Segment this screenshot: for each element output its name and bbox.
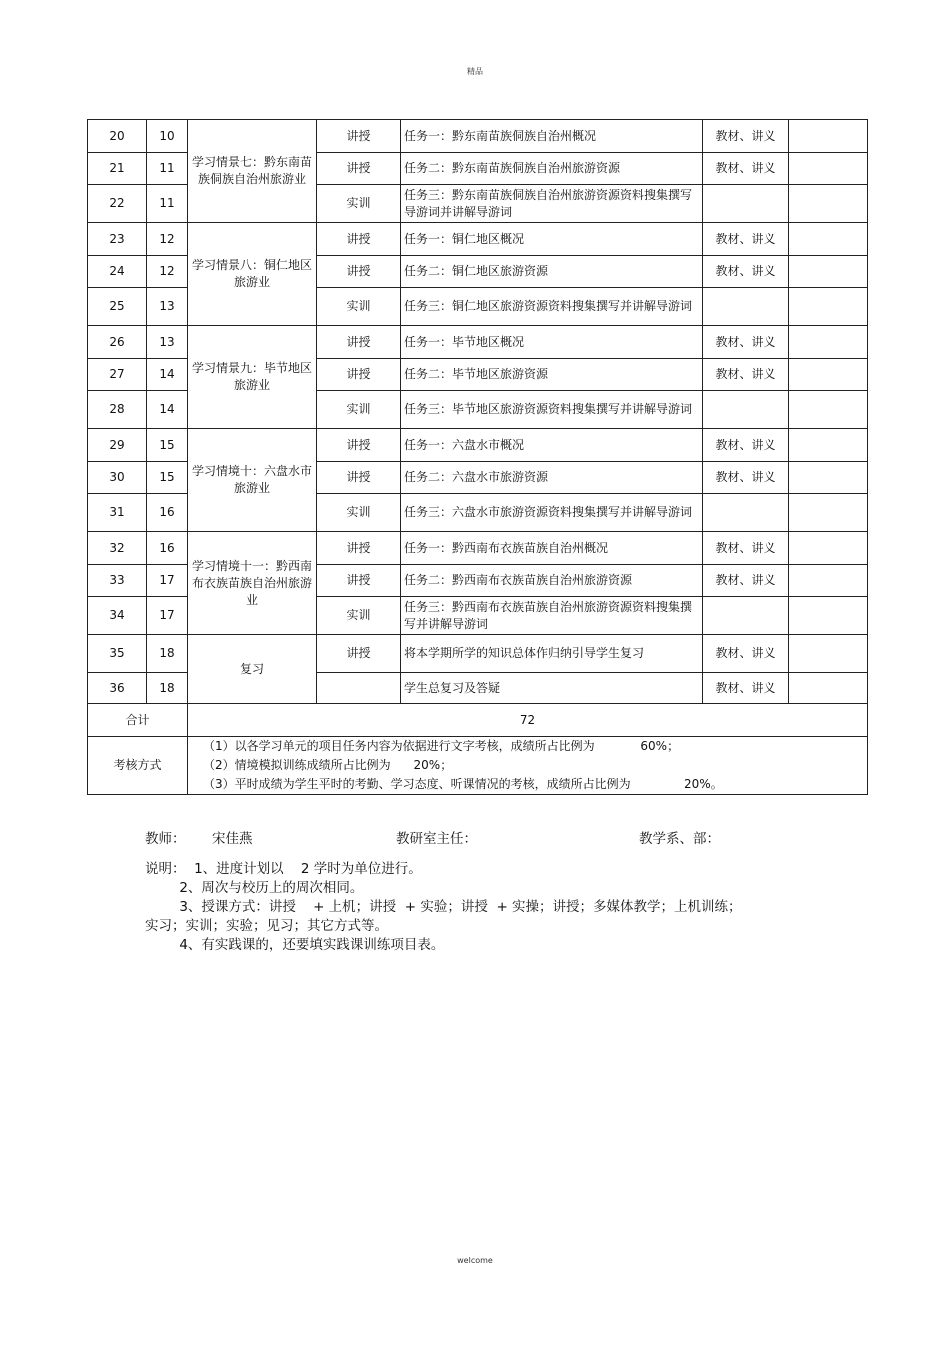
task-cell: 任务二：毕节地区旅游资源 — [401, 359, 703, 391]
session-number-cell: 22 — [88, 185, 147, 223]
task-cell: 任务一：六盘水市概况 — [401, 429, 703, 462]
learning-scene-cell: 学习情景八：铜仁地区旅游业 — [188, 223, 317, 326]
assessment-label: 考核方式 — [88, 737, 188, 795]
teaching-method-cell: 讲授 — [317, 256, 401, 288]
session-number-cell: 21 — [88, 153, 147, 185]
week-cell: 11 — [147, 153, 188, 185]
task-cell: 任务一：毕节地区概况 — [401, 326, 703, 359]
note-line: 4、有实践课的，还要填实践课训练项目表。 — [145, 937, 445, 953]
assessment-line: （3）平时成绩为学生平时的考勤、学习态度、听课情况的考核，成绩所占比例为 20%。 — [203, 777, 723, 791]
remarks-cell — [789, 635, 868, 673]
week-cell: 18 — [147, 635, 188, 673]
note-line: 说明： 1、进度计划以 2 学时为单位进行。 — [145, 861, 422, 877]
note-line: 3、授课方式：讲授 + 上机；讲授 + 实验；讲授 + 实操；讲授；多媒体教学；上机训练； — [145, 899, 742, 915]
note-line: 2、周次与校历上的周次相同。 — [145, 880, 364, 896]
teaching-method-cell: 讲授 — [317, 359, 401, 391]
teaching-method-cell — [317, 673, 401, 704]
material-cell: 教材、讲义 — [703, 120, 789, 153]
teaching-method-cell: 实训 — [317, 597, 401, 635]
remarks-cell — [789, 326, 868, 359]
week-cell: 15 — [147, 462, 188, 494]
week-cell: 12 — [147, 256, 188, 288]
task-cell: 任务三：六盘水市旅游资源资料搜集撰写并讲解导游词 — [401, 494, 703, 532]
table-row — [88, 532, 868, 565]
table-row — [88, 223, 868, 256]
task-cell: 任务三：铜仁地区旅游资源资料搜集撰写并讲解导游词 — [401, 288, 703, 326]
task-cell: 任务三：黔西南布衣族苗族自治州旅游资源资料搜集撰写并讲解导游词 — [401, 597, 703, 635]
material-cell: 教材、讲义 — [703, 153, 789, 185]
teaching-method-cell: 讲授 — [317, 153, 401, 185]
task-cell: 任务一：铜仁地区概况 — [401, 223, 703, 256]
assessment-line: （1）以各学习单元的项目任务内容为依据进行文字考核，成绩所占比例为 60%； — [203, 739, 680, 753]
remarks-cell — [789, 153, 868, 185]
week-cell: 17 — [147, 565, 188, 597]
remarks-cell — [789, 256, 868, 288]
table-row — [88, 120, 868, 153]
week-cell: 13 — [147, 288, 188, 326]
task-cell: 任务二：六盘水市旅游资源 — [401, 462, 703, 494]
remarks-cell — [789, 120, 868, 153]
teaching-method-cell: 讲授 — [317, 462, 401, 494]
remarks-cell — [789, 565, 868, 597]
remarks-cell — [789, 673, 868, 704]
session-number-cell: 34 — [88, 597, 147, 635]
teaching-method-cell: 讲授 — [317, 429, 401, 462]
week-cell: 13 — [147, 326, 188, 359]
session-number-cell: 30 — [88, 462, 147, 494]
week-cell: 12 — [147, 223, 188, 256]
material-cell: 教材、讲义 — [703, 256, 789, 288]
teaching-method-cell: 讲授 — [317, 532, 401, 565]
remarks-cell — [789, 223, 868, 256]
notes-section — [145, 860, 795, 955]
total-label: 合计 — [88, 704, 188, 737]
remarks-cell — [789, 532, 868, 565]
teacher-label: 教师： — [145, 831, 186, 847]
week-cell: 16 — [147, 532, 188, 565]
task-cell: 任务二：铜仁地区旅游资源 — [401, 256, 703, 288]
total-row — [88, 704, 868, 737]
schedule-table — [87, 119, 868, 795]
assessment-line: （2）情境模拟训练成绩所占比例为 20%； — [203, 758, 453, 772]
task-cell: 任务一：黔东南苗族侗族自治州概况 — [401, 120, 703, 153]
footer-watermark: welcome — [457, 1256, 493, 1265]
week-cell: 18 — [147, 673, 188, 704]
material-cell: 教材、讲义 — [703, 635, 789, 673]
week-cell: 14 — [147, 391, 188, 429]
session-number-cell: 32 — [88, 532, 147, 565]
week-cell: 10 — [147, 120, 188, 153]
material-cell — [703, 288, 789, 326]
session-number-cell: 31 — [88, 494, 147, 532]
table-row — [88, 326, 868, 359]
learning-scene-cell: 学习情景九：毕节地区旅游业 — [188, 326, 317, 429]
note-line: 实习；实训；实验；见习；其它方式等。 — [145, 918, 388, 934]
remarks-cell — [789, 359, 868, 391]
learning-scene-cell: 学习情景七：黔东南苗族侗族自治州旅游业 — [188, 120, 317, 223]
table-row — [88, 429, 868, 462]
assessment-row — [88, 737, 868, 795]
material-cell — [703, 185, 789, 223]
week-cell: 14 — [147, 359, 188, 391]
teaching-method-cell: 讲授 — [317, 565, 401, 597]
teaching-method-cell: 实训 — [317, 391, 401, 429]
header-watermark: 精品 — [467, 67, 483, 76]
learning-scene-cell: 学习情境十一：黔西南布衣族苗族自治州旅游业 — [188, 532, 317, 635]
session-number-cell: 23 — [88, 223, 147, 256]
material-cell: 教材、讲义 — [703, 532, 789, 565]
total-value: 72 — [188, 704, 868, 737]
task-cell: 任务三：黔东南苗族侗族自治州旅游资源资料搜集撰写导游词并讲解导游词 — [401, 185, 703, 223]
session-number-cell: 28 — [88, 391, 147, 429]
teaching-method-cell: 讲授 — [317, 635, 401, 673]
remarks-cell — [789, 462, 868, 494]
remarks-cell — [789, 288, 868, 326]
remarks-cell — [789, 429, 868, 462]
week-cell: 17 — [147, 597, 188, 635]
session-number-cell: 24 — [88, 256, 147, 288]
week-cell: 15 — [147, 429, 188, 462]
session-number-cell: 27 — [88, 359, 147, 391]
remarks-cell — [789, 391, 868, 429]
assessment-content — [188, 737, 868, 795]
session-number-cell: 35 — [88, 635, 147, 673]
session-number-cell: 20 — [88, 120, 147, 153]
material-cell: 教材、讲义 — [703, 673, 789, 704]
teaching-method-cell: 实训 — [317, 185, 401, 223]
director-label: 教研室主任： — [396, 831, 477, 847]
session-number-cell: 26 — [88, 326, 147, 359]
teaching-method-cell: 讲授 — [317, 326, 401, 359]
learning-scene-cell: 学习情境十：六盘水市旅游业 — [188, 429, 317, 532]
week-cell: 11 — [147, 185, 188, 223]
learning-scene-cell: 复习 — [188, 635, 317, 704]
session-number-cell: 36 — [88, 673, 147, 704]
session-number-cell: 25 — [88, 288, 147, 326]
teaching-method-cell: 实训 — [317, 494, 401, 532]
material-cell: 教材、讲义 — [703, 429, 789, 462]
teaching-method-cell: 讲授 — [317, 120, 401, 153]
task-cell: 任务二：黔东南苗族侗族自治州旅游资源 — [401, 153, 703, 185]
material-cell: 教材、讲义 — [703, 565, 789, 597]
remarks-cell — [789, 185, 868, 223]
table-row — [88, 635, 868, 673]
task-cell: 学生总复习及答疑 — [401, 673, 703, 704]
material-cell: 教材、讲义 — [703, 326, 789, 359]
teaching-method-cell: 实训 — [317, 288, 401, 326]
material-cell — [703, 494, 789, 532]
material-cell — [703, 597, 789, 635]
task-cell: 将本学期所学的知识总体作归纳引导学生复习 — [401, 635, 703, 673]
task-cell: 任务一：黔西南布衣族苗族自治州概况 — [401, 532, 703, 565]
task-cell: 任务二：黔西南布衣族苗族自治州旅游资源 — [401, 565, 703, 597]
material-cell: 教材、讲义 — [703, 223, 789, 256]
teaching-method-cell: 讲授 — [317, 223, 401, 256]
material-cell: 教材、讲义 — [703, 359, 789, 391]
department-label: 教学系、部： — [639, 831, 720, 847]
remarks-cell — [789, 494, 868, 532]
session-number-cell: 29 — [88, 429, 147, 462]
week-cell: 16 — [147, 494, 188, 532]
remarks-cell — [789, 597, 868, 635]
task-cell: 任务三：毕节地区旅游资源资料搜集撰写并讲解导游词 — [401, 391, 703, 429]
material-cell — [703, 391, 789, 429]
material-cell: 教材、讲义 — [703, 462, 789, 494]
session-number-cell: 33 — [88, 565, 147, 597]
teacher-name: 宋佳燕 — [212, 831, 253, 847]
